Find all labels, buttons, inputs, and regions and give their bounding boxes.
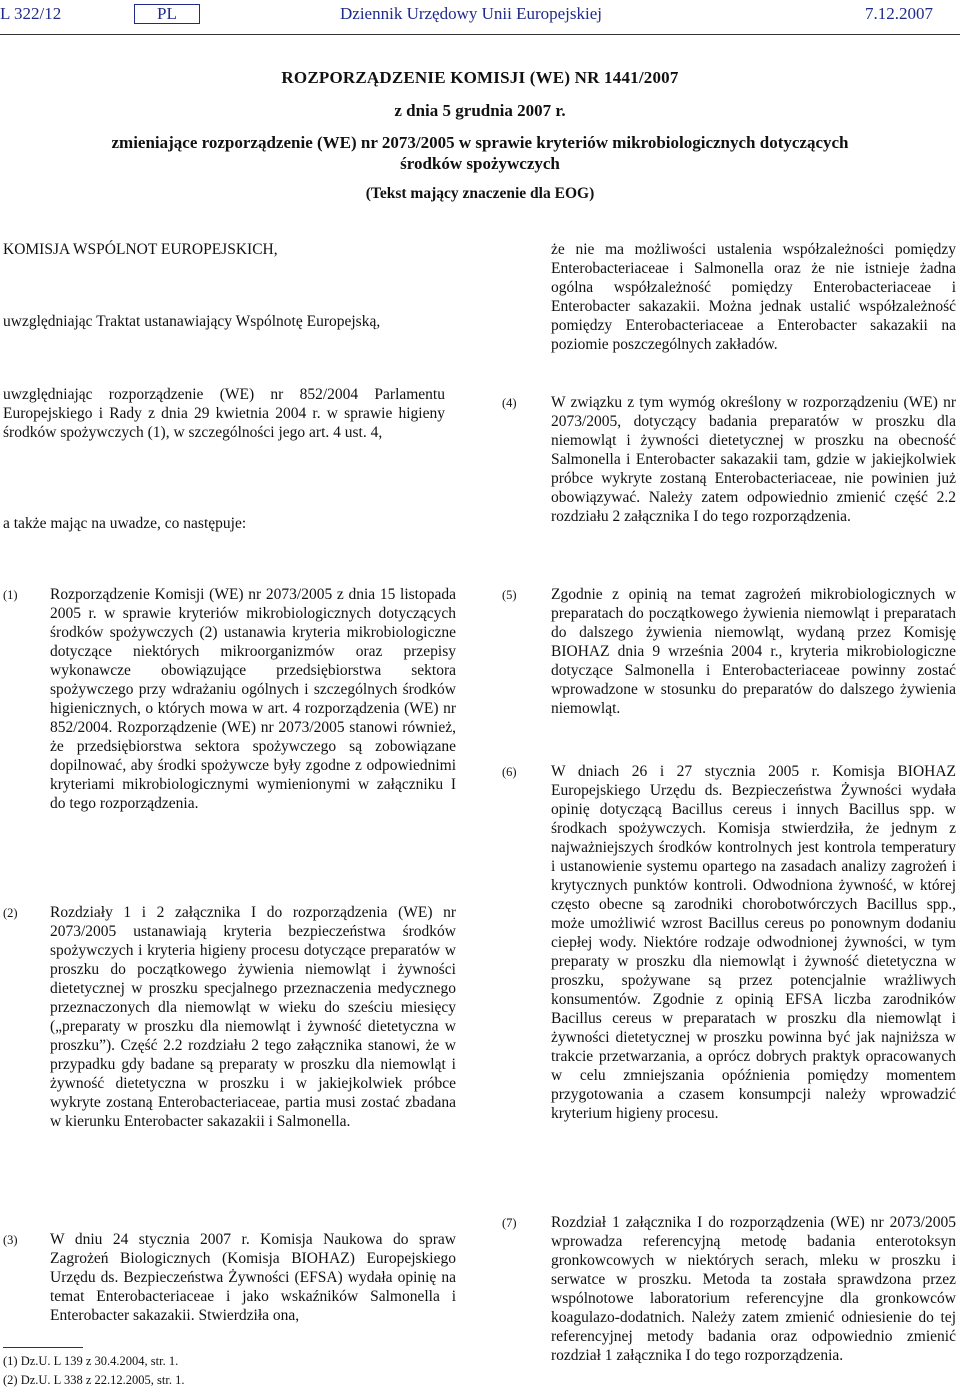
page-ref: L 322/12 <box>0 4 62 23</box>
recital-text: Zgodnie z opinią na temat zagrożeń mikrobiologicznych w preparatach do początkowego żywienia niemowląt i preparatach do dalszego żywienia niemowląt, wydaną przez Komisję BIOHAZ dnia 9 września 2004 r., kryteria mikrobiologiczne dotyczące Salmonella i Enterobacteriaceae powinny zostać wprowadzone w stosunku do preparatów do dalszego żywienia niemowląt. <box>551 586 956 717</box>
recital-text: Rozdziały 1 i 2 załącznika I do rozporządzenia (WE) nr 2073/2005 ustanawiają kryteria bezpieczeństwa środków spożywczych i kryteria higieny procesu dotyczące preparatów w proszku do początkowego żywienia niemowląt i żywności dietetycznej w proszku specjalnego przeznaczenia medycznego przeznaczonych dla niemowląt w wieku do sześciu miesięcy („preparaty w proszku dla niemowląt i żywność dietetyczna w proszku”). Część 2.2 rozdziału 2 tego załącznika stanowi, że w przypadku gdy badane są preparaty w proszku dla niemowląt i żywność dietetyczna w proszku i w jakiejkolwiek próbce wykryte zostaną Enterobacteriaceae, partia musi zostać zbadana w kierunku Enterobacter sakazakii i Salmonella. <box>50 904 456 1130</box>
footnote-rule <box>3 1347 83 1348</box>
recital-text: Rozporządzenie Komisji (WE) nr 2073/2005 z dnia 15 listopada 2005 r. w sprawie kryteriów mikrobiologicznych dotyczących środków spożywczych (2) ustanawia kryteria mikrobiologiczne dotyczące niektórych mikroorganizmów oraz przepisy wykonawcze obowiązujące przedsiębiorstwa sektora spożywczego przy wdrażaniu ogólnych i szczególnych środków higienicznych, o których mowa w art. 4 rozporządzenia (WE) nr 852/2004. Rozporządzenie (WE) nr 2073/2005 stanowi również, że przedsiębiorstwa sektora spożywczego są zobowiązane dopilnować, aby środki spożywcze były zgodne z odpowiednimi kryteriami mikrobiologicznymi wymienionymi w załączniku I do tego rozporządzenia. <box>50 586 456 812</box>
preamble-regulation-852: uwzględniając rozporządzenie (WE) nr 852/2004 Parlamentu Europejskiego i Rady z dnia 29 kwietnia 2004 r. w sprawie higieny środków spożywczych (1), w szczególności jego art. 4 ust. 4, <box>3 386 445 441</box>
recital-number: (7) <box>502 1216 517 1230</box>
recital-number: (5) <box>502 588 517 602</box>
regulation-title: ROZPORZĄDZENIE KOMISJI (WE) NR 1441/2007 <box>281 68 679 87</box>
recital-3-continuation: że nie ma możliwości ustalenia współzależności pomiędzy Enterobacteriaceae i Salmonella oraz że nie istnieje żadna ogólna współzależność pomiędzy Enterobacteriaceae i Enterobacter sakazakii. Można jednak ustalić współzależność pomiędzy Enterobacteriaceae a Enterobacter sakazakii na poziomie poszczególnych zakładów. <box>551 241 956 353</box>
recital-text: W związku z tym wymóg określony w rozporządzeniu (WE) nr 2073/2005, dotyczący badania preparatów w proszku dla niemowląt i żywności dietetycznej w proszku na obecność Salmonella i Enterobacter sakazakii tam, gdzie w jakiejkolwiek próbce wykryte zostaną Enterobacteriaceae, nie powinien już obowiązywać. Należy zatem odpowiednio zmienić część 2.2 rozdziału 2 załącznika I do tego rozporządzenia. <box>551 394 956 525</box>
journal-name: Dziennik Urzędowy Unii Europejskiej <box>340 4 603 23</box>
regulation-subtitle: zmieniające rozporządzenie (WE) nr 2073/2005 w sprawie kryteriów mikrobiologicznych dotyczących środków spożywczych <box>111 133 849 173</box>
header-rule <box>0 34 960 35</box>
preamble-whereas: a także mając na uwadze, co następuje: <box>3 515 247 532</box>
preamble-treaty: uwzględniając Traktat ustanawiający Wspólnotę Europejską, <box>3 313 381 330</box>
recital-number: (4) <box>502 396 517 410</box>
footnote-1: (1) Dz.U. L 139 z 30.4.2004, str. 1. <box>3 1354 179 1368</box>
recital-number: (3) <box>3 1233 18 1247</box>
language-badge: PL <box>134 4 200 24</box>
publication-date: 7.12.2007 <box>865 4 933 23</box>
regulation-date: z dnia 5 grudnia 2007 r. <box>394 101 566 120</box>
recital-number: (6) <box>502 765 517 779</box>
footnote-2: (2) Dz.U. L 338 z 22.12.2005, str. 1. <box>3 1373 185 1387</box>
recital-text: W dniach 26 i 27 stycznia 2005 r. Komisja BIOHAZ Europejskiego Urzędu ds. Bezpieczeństwa Żywności wydała opinię dotyczącą Bacillus cereus i innych Bacillus spp. w środkach spożywczych. Komisja stwierdziła, że jednym z najważniejszych środków kontrolnych jest kontrola temperatury i ustanowienie systemu opartego na zasadach analizy zagrożeń i krytycznych punktów kontroli. Odwodniona żywność, w której często obecne są zarodniki chorobotwórczych Bacillus spp., może umożliwić wzrost Bacillus cereus po ponownym dodaniu ciepłej wody. Niektóre rodzaje odwodnionej żywności, w tym preparaty w proszku dla niemowląt i żywność dietetyczna w proszku, spożywane są przez potencjalnie wrażliwych konsumentów. Zgodnie z opinią EFSA liczba zarodników Bacillus cereus w preparatach w proszku dla niemowląt i żywności dietetycznej w proszku powinna być jak najniższa w trakcie przetwarzania, a oprócz dobrych praktyk opracowanych w celu zmniejszania opóźnienia pomiędzy momentem przygotowania a czasem konsumpcji należy wprowadzić kryterium higieny procesu. <box>551 763 956 1122</box>
recital-text: Rozdział 1 załącznika I do rozporządzenia (WE) nr 2073/2005 wprowadza referencyjną metodę badania enterotoksyn gronkowcowych w niektórych serach, mleku w proszku i serwatce w proszku. Metoda ta została sprawdzona przez wspólnotowe laboratorium referencyjne dla gronkowców koagulazo-dodatnich. Należy zatem zmienić odniesienie do tej referencyjnej metody badania oraz odpowiednio zmienić rozdział 1 załącznika I do tego rozporządzenia. <box>551 1214 956 1364</box>
recital-number: (1) <box>3 588 18 602</box>
recital-text: W dniu 24 stycznia 2007 r. Komisja Naukowa do spraw Zagrożeń Biologicznych (Komisja BIOHAZ) Europejskiego Urzędu ds. Bezpieczeństwa Żywności (EFSA) wydała opinię na temat Enterobacteriaceae i jako wskaźników Salmonella i Enterobacter sakazakii. Stwierdziła ona, <box>50 1231 456 1324</box>
recital-number: (2) <box>3 906 18 920</box>
preamble-commission: KOMISJA WSPÓLNOT EUROPEJSKICH, <box>3 241 278 258</box>
eea-relevance: (Tekst mający znaczenie dla EOG) <box>365 185 595 202</box>
